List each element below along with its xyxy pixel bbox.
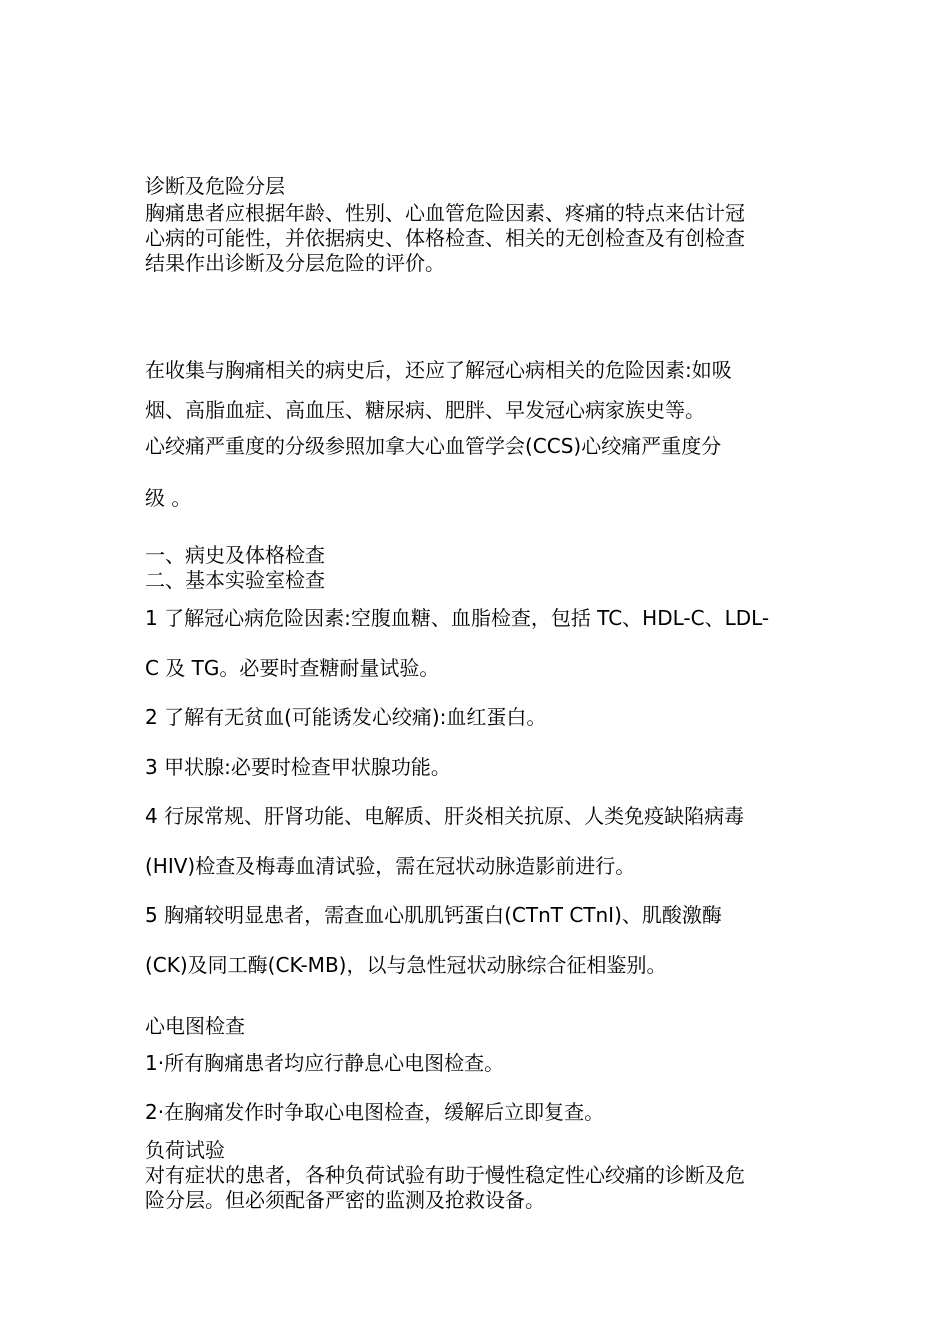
list-item: 4 行尿常规、肝肾功能、电解质、肝炎相关抗原、人类免疫缺陷病毒	[145, 804, 745, 828]
list-item: 3 甲状腺:必要时检查甲状腺功能。	[145, 755, 451, 779]
heading-basic-lab: 二、基本实验室检查	[145, 568, 325, 592]
paragraph-line: 在收集与胸痛相关的病史后，还应了解冠心病相关的危险因素:如吸	[145, 358, 732, 382]
paragraph-line: 心绞痛严重度的分级参照加拿大心血管学会(CCS)心绞痛严重度分	[145, 434, 722, 458]
section-title-stress-test: 负荷试验	[145, 1138, 225, 1162]
heading-history-exam: 一、病史及体格检查	[145, 543, 325, 567]
paragraph-line: 结果作出诊断及分层危险的评价。	[145, 251, 445, 275]
list-item: C 及 TG。必要时查糖耐量试验。	[145, 656, 440, 680]
paragraph-line: 胸痛患者应根据年龄、性别、心血管危险因素、疼痛的特点来估计冠	[145, 201, 745, 225]
list-item: 5 胸痛较明显患者，需查血心肌肌钙蛋白(CTnT CTnI)、肌酸激酶	[145, 903, 722, 927]
list-item: 2 了解有无贫血(可能诱发心绞痛):血红蛋白。	[145, 705, 547, 729]
paragraph-line: 心病的可能性，并依据病史、体格检查、相关的无创检查及有创检查	[145, 226, 745, 250]
list-item: 1 了解冠心病危险因素:空腹血糖、血脂检查，包括 TC、HDL-C、LDL-	[145, 606, 770, 630]
paragraph-line: 烟、高脂血症、高血压、糖尿病、肥胖、早发冠心病家族史等。	[145, 398, 705, 422]
paragraph-line: 对有症状的患者，各种负荷试验有助于慢性稳定性心绞痛的诊断及危	[145, 1163, 745, 1187]
list-item: (HIV)检查及梅毒血清试验，需在冠状动脉造影前进行。	[145, 854, 636, 878]
list-item: 2·在胸痛发作时争取心电图检查，缓解后立即复查。	[145, 1100, 605, 1124]
paragraph-line: 级 。	[145, 486, 192, 510]
list-item: (CK)及同工酶(CK-MB)，以与急性冠状动脉综合征相鉴别。	[145, 953, 667, 977]
section-title-ecg: 心电图检查	[145, 1014, 245, 1038]
list-item: 1·所有胸痛患者均应行静息心电图检查。	[145, 1051, 505, 1075]
paragraph-line: 险分层。但必须配备严密的监测及抢救设备。	[145, 1188, 545, 1212]
section-title-diagnosis: 诊断及危险分层	[145, 174, 285, 198]
